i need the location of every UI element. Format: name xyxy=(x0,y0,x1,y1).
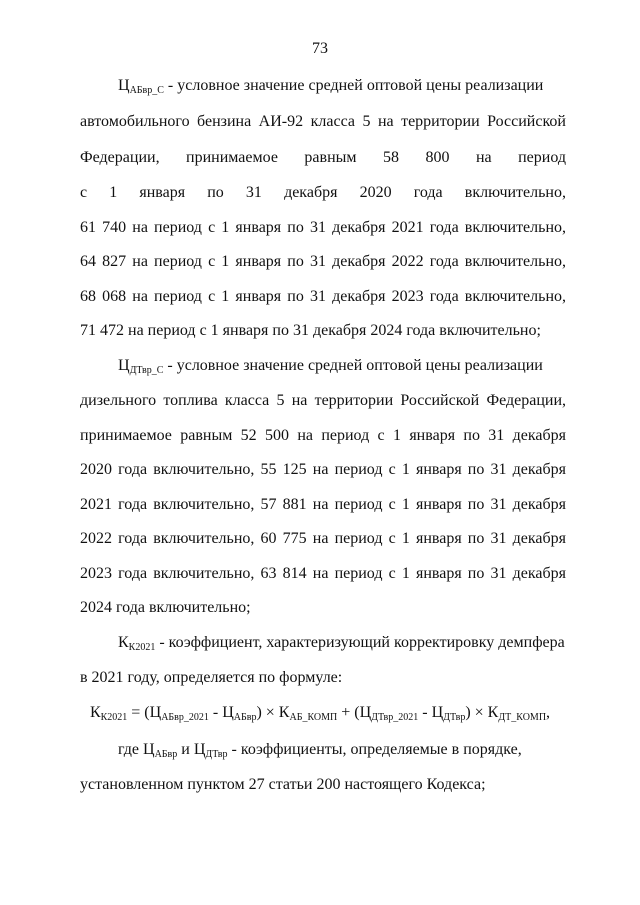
formula-times-k: ) × К xyxy=(256,704,290,721)
line-text: - коэффициент, характеризующий корректировку демпфера xyxy=(155,634,565,651)
formula-end: , xyxy=(546,704,551,721)
symbol: К xyxy=(118,634,129,651)
lead: где Ц xyxy=(118,741,155,758)
paragraph-2-line-7: 2023 года включительно, 63 814 на период с 1 января по 31 декабря xyxy=(80,565,566,582)
paragraph-1-line-5: 61 740 на период с 1 января по 31 декабря 2021 года включительно, xyxy=(80,219,566,236)
paragraph-3-line-1 xyxy=(118,633,566,658)
formula-d-sub-2021: ДТвр_2021 xyxy=(371,712,419,723)
paragraph-1-line-8: 71 472 на период с 1 января по 31 декабря 2024 года включительно; xyxy=(80,322,541,339)
formula-plus: + (Ц xyxy=(337,704,372,721)
symbol: Ц xyxy=(118,357,130,374)
paragraph-2-line-5: 2021 года включительно, 57 881 на период с 1 января по 31 декабря xyxy=(80,496,566,513)
paragraph-2-line-4: 2020 года включительно, 55 125 на период с 1 января по 31 декабря xyxy=(80,461,566,478)
formula-k: К xyxy=(89,704,101,721)
formula-times-k-2: ) × К xyxy=(465,704,499,721)
paragraph-4-line-1 xyxy=(118,740,566,765)
paragraph-1-line-7: 68 068 на период с 1 января по 31 декабря 2023 года включительно, xyxy=(80,288,566,305)
paragraph-1-line-2: автомобильного бензина АИ-92 класса 5 на территории Российской xyxy=(80,113,566,130)
sub-1: АБвр xyxy=(154,749,178,760)
paragraph-1-line-3: Федерации, принимаемое равным 58 800 на период xyxy=(80,149,566,166)
symbol-subscript: ДТвр_С xyxy=(129,365,164,376)
paragraph-1-line-6: 64 827 на период с 1 января по 31 декабря 2022 года включительно, xyxy=(80,253,566,270)
paragraph-4-line-2: установленном пунктом 27 статьи 200 настоящего Кодекса; xyxy=(80,776,486,793)
rest: - коэффициенты, определяемые в порядке, xyxy=(227,741,522,758)
symbol-subscript: К2021 xyxy=(128,642,156,653)
paragraph-2-line-2: дизельного топлива класса 5 на территории Российской Федерации, xyxy=(80,392,566,409)
paragraph-2-line-3: принимаемое равным 52 500 на период с 1 января по 31 декабря xyxy=(80,427,566,444)
page-number: 73 xyxy=(312,40,328,57)
formula-d-sub: ДТвр xyxy=(443,712,466,723)
formula xyxy=(0,704,640,723)
paragraph-3-line-2: в 2021 году, определяется по формуле: xyxy=(80,669,343,686)
symbol: Ц xyxy=(118,77,130,94)
formula-kab-sub: АБ_КОМП xyxy=(289,712,338,723)
formula-minus-1: - Ц xyxy=(208,704,234,721)
formula-kdt-sub: ДТ_КОМП xyxy=(498,712,547,723)
paragraph-1-line-4: с 1 января по 31 декабря 2020 года включительно, xyxy=(80,184,566,201)
formula-a-sub-2021: АБвр_2021 xyxy=(161,712,209,723)
formula-eq: = (Ц xyxy=(127,704,162,721)
symbol-subscript: АБвр_С xyxy=(129,85,164,96)
paragraph-2-line-1 xyxy=(118,356,566,381)
paragraph-2-line-6: 2022 года включительно, 60 775 на период с 1 января по 31 декабря xyxy=(80,530,566,547)
line-text: - условное значение средней оптовой цены реализации xyxy=(163,77,544,94)
paragraph-2-line-8: 2024 года включительно; xyxy=(80,599,251,616)
and: и Ц xyxy=(177,741,206,758)
formula-k-sub: К2021 xyxy=(100,712,128,723)
paragraph-1-line-1 xyxy=(118,76,566,101)
formula-minus-2: - Ц xyxy=(418,704,444,721)
line-text: - условное значение средней оптовой цены реализации xyxy=(163,357,543,374)
formula-a-sub: АБвр xyxy=(233,712,257,723)
sub-2: ДТвр xyxy=(205,749,228,760)
